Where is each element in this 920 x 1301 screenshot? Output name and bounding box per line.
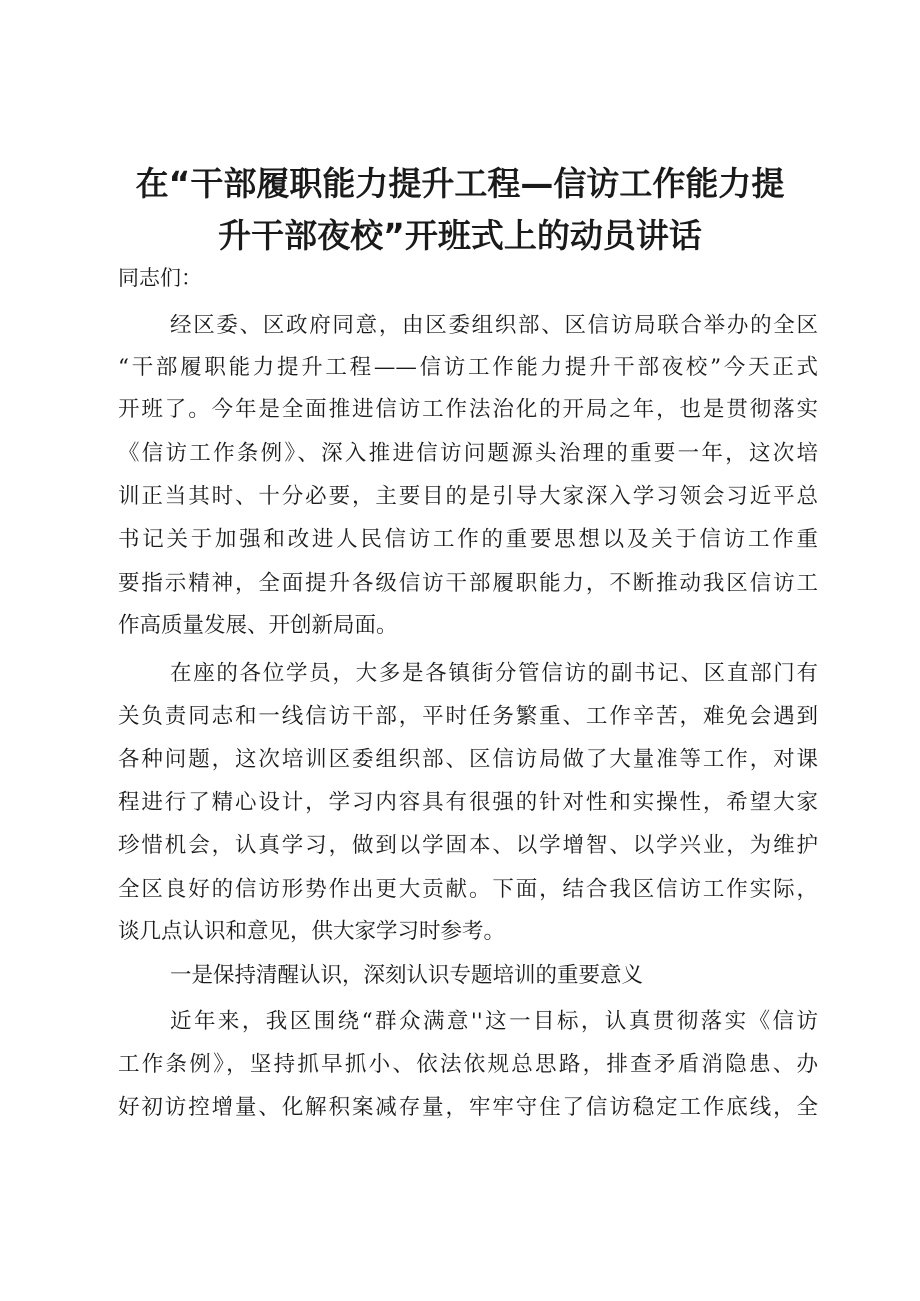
body-line: 要指示精神，全面提升各级信访干部履职能力，不断推动我区信访工	[118, 571, 818, 596]
salutation: 同志们：	[118, 266, 202, 290]
document-title-line-1: 在“干部履职能力提升工程—信访工作能力提	[135, 164, 785, 203]
body-line: 谈几点认识和意见，供大家学习时参考。	[118, 919, 506, 944]
body-line: “干部履职能力提升工程——信访工作能力提升干部夜校”今天正式	[118, 355, 818, 380]
body-line: 开班了。今年是全面推进信访工作法治化的开局之年，也是贯彻落实	[118, 397, 818, 422]
body-line: 好初访控增量、化解积案减存量，牢牢守住了信访稳定工作底线，全	[118, 1095, 818, 1120]
body-line: 珍惜机会，认真学习，做到以学固本、以学增智、以学兴业，为维护	[118, 833, 818, 858]
document-title-line-2: 升干部夜校”开班式上的动员讲话	[218, 216, 702, 255]
body-line: 《信访工作条例》、深入推进信访问题源头治理的重要一年，这次培	[118, 441, 818, 466]
body-line: 书记关于加强和改进人民信访工作的重要思想以及关于信访工作重	[118, 527, 818, 552]
body-line: 程进行了精心设计，学习内容具有很强的针对性和实操性，希望大家	[118, 790, 818, 815]
body-line: 工作条例》，坚持抓早抓小、依法依规总思路，排查矛盾消隐患、办	[118, 1052, 818, 1077]
body-line: 各种问题，这次培训区委组织部、区信访局做了大量准等工作，对课	[118, 747, 818, 772]
section-heading: 一是保持清醒认识，深刻认识专题培训的重要意义	[170, 963, 644, 988]
body-line: 关负责同志和一线信访干部，平时任务繁重、工作辛苦，难免会遇到	[118, 704, 818, 729]
body-line: 作高质量发展、开创新局面。	[118, 613, 398, 638]
body-line: 训正当其时、十分必要，主要目的是引导大家深入学习领会习近平总	[118, 484, 818, 509]
body-line: 全区良好的信访形势作出更大贡献。下面，结合我区信访工作实际，	[118, 877, 818, 902]
body-line: 经区委、区政府同意，由区委组织部、区信访局联合举办的全区	[170, 313, 818, 338]
body-line: 近年来，我区围绕“群众满意''这一目标，认真贯彻落实《信访	[170, 1009, 818, 1034]
body-line: 在座的各位学员，大多是各镇街分管信访的副书记、区直部门有	[170, 661, 818, 686]
